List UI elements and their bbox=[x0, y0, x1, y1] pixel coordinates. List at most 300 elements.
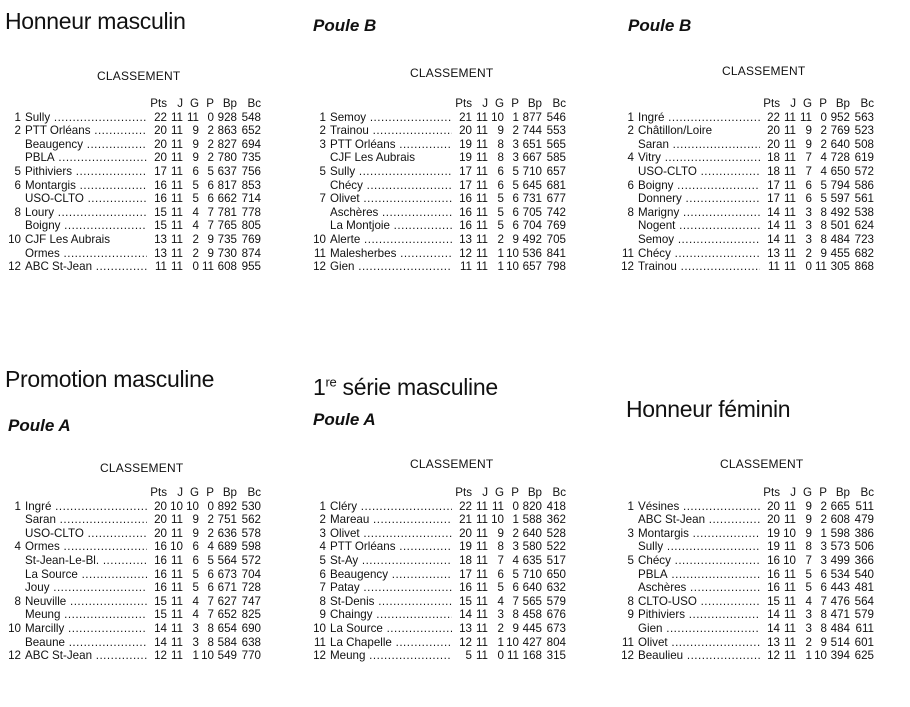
stat-bp: 780 bbox=[217, 151, 237, 165]
column-header: J bbox=[177, 97, 183, 110]
table-row bbox=[5, 608, 261, 622]
stat-pts: 12 bbox=[459, 635, 472, 649]
stat-pts: 16 bbox=[459, 219, 472, 233]
stat-p: 2 bbox=[207, 513, 214, 527]
stat-pts: 16 bbox=[154, 540, 167, 554]
stat-bc: 742 bbox=[546, 205, 566, 219]
stat-g: 3 bbox=[192, 635, 199, 649]
stat-pts: 16 bbox=[459, 205, 472, 219]
stat-p: 5 bbox=[207, 553, 214, 567]
stat-g: 7 bbox=[805, 151, 812, 165]
stat-pts: 15 bbox=[767, 594, 780, 608]
team-name: Chaingy ..... bbox=[330, 608, 452, 622]
rank: 5 bbox=[319, 164, 326, 178]
title-part: série masculine bbox=[336, 374, 498, 400]
stat-bp: 471 bbox=[830, 608, 850, 622]
rank bbox=[618, 622, 638, 636]
table-row bbox=[310, 622, 566, 636]
table-row bbox=[5, 622, 261, 636]
rank: 4 bbox=[14, 540, 21, 554]
stat-bc: 546 bbox=[546, 110, 566, 124]
stat-g: 5 bbox=[497, 581, 504, 595]
stat-pts: 20 bbox=[459, 526, 472, 540]
rank: 1 bbox=[319, 499, 326, 513]
stat-p: 6 bbox=[512, 192, 519, 206]
column-header: P bbox=[206, 486, 214, 499]
stat-j: 11 bbox=[783, 178, 796, 192]
stat-pts: 17 bbox=[459, 164, 472, 178]
rank: 2 bbox=[627, 124, 634, 138]
table-row bbox=[310, 513, 566, 527]
stat-bc: 714 bbox=[241, 192, 261, 206]
stat-j: 11 bbox=[170, 553, 183, 567]
stat-j: 11 bbox=[475, 219, 488, 233]
rank: 10 bbox=[313, 232, 326, 246]
stat-bp: 455 bbox=[830, 246, 850, 260]
stat-bp: 710 bbox=[522, 164, 542, 178]
stat-bp: 781 bbox=[217, 205, 237, 219]
stat-p: 7 bbox=[207, 594, 214, 608]
stat-bc: 747 bbox=[241, 594, 261, 608]
stat-bc: 522 bbox=[546, 540, 566, 554]
stat-g: 3 bbox=[805, 608, 812, 622]
team-name: Beaune ..... bbox=[25, 636, 147, 650]
stat-bp: 665 bbox=[830, 499, 850, 513]
stat-j: 11 bbox=[170, 594, 183, 608]
column-header: Bp bbox=[835, 97, 850, 110]
column-header: Bp bbox=[527, 97, 542, 110]
rank: 10 bbox=[8, 232, 21, 246]
stat-bc: 366 bbox=[854, 553, 874, 567]
stat-p: 7 bbox=[512, 594, 519, 608]
table-row bbox=[618, 260, 874, 274]
stat-g: 2 bbox=[805, 635, 812, 649]
stat-bc: 619 bbox=[854, 151, 874, 165]
stat-bc: 517 bbox=[546, 553, 566, 567]
team-name: Ingré ..... bbox=[25, 500, 147, 514]
stat-bc: 362 bbox=[546, 513, 566, 527]
stat-p: 8 bbox=[512, 608, 519, 622]
column-header: Bp bbox=[835, 486, 850, 499]
stat-p: 10 bbox=[506, 635, 519, 649]
stat-bp: 484 bbox=[830, 232, 850, 246]
stat-p: 6 bbox=[207, 581, 214, 595]
team-name: Meung ..... bbox=[25, 608, 147, 622]
stat-bp: 443 bbox=[830, 581, 850, 595]
stat-p: 3 bbox=[820, 540, 827, 554]
stat-pts: 16 bbox=[459, 581, 472, 595]
stat-bp: 863 bbox=[217, 124, 237, 138]
team-name: Aschères ..... bbox=[638, 581, 760, 595]
stat-j: 11 bbox=[783, 110, 796, 124]
stat-bp: 730 bbox=[217, 246, 237, 260]
table-row bbox=[618, 124, 874, 138]
stat-bp: 671 bbox=[217, 581, 237, 595]
stat-bc: 694 bbox=[241, 137, 261, 151]
team-name: Nogent ..... bbox=[638, 219, 760, 233]
stat-pts: 12 bbox=[767, 649, 780, 663]
stat-bc: 778 bbox=[241, 205, 261, 219]
team-name: Olivet ..... bbox=[330, 192, 452, 206]
table-row bbox=[618, 595, 874, 609]
stat-pts: 18 bbox=[459, 553, 472, 567]
stat-bp: 484 bbox=[830, 621, 850, 635]
table-header bbox=[310, 486, 566, 500]
stat-g: 8 bbox=[497, 540, 504, 554]
stat-pts: 16 bbox=[154, 178, 167, 192]
stat-j: 11 bbox=[170, 526, 183, 540]
rank: 12 bbox=[621, 260, 634, 274]
team-name: St-Jean-Le-Bl. ..... bbox=[25, 554, 147, 568]
stat-g: 4 bbox=[192, 608, 199, 622]
stat-bp: 305 bbox=[830, 260, 850, 274]
rank bbox=[5, 608, 25, 622]
stat-p: 10 bbox=[201, 649, 214, 663]
stat-bc: 681 bbox=[546, 178, 566, 192]
stat-g: 5 bbox=[192, 567, 199, 581]
table-row bbox=[5, 568, 261, 582]
stat-j: 11 bbox=[783, 513, 796, 527]
column-header: G bbox=[494, 97, 504, 110]
rank bbox=[5, 636, 25, 650]
stat-p: 3 bbox=[820, 553, 827, 567]
stat-pts: 22 bbox=[154, 110, 167, 124]
stat-pts: 21 bbox=[459, 513, 472, 527]
stat-bp: 651 bbox=[522, 137, 542, 151]
column-header: Bc bbox=[247, 97, 261, 110]
stat-p: 9 bbox=[512, 232, 519, 246]
rank: 12 bbox=[621, 649, 634, 663]
column-header: J bbox=[790, 486, 796, 499]
stat-bc: 955 bbox=[241, 260, 261, 274]
stat-j: 11 bbox=[170, 567, 183, 581]
rank bbox=[618, 568, 638, 582]
stat-bp: 877 bbox=[522, 110, 542, 124]
stat-p: 5 bbox=[512, 178, 519, 192]
stat-p: 3 bbox=[512, 540, 519, 554]
column-header: Bp bbox=[222, 97, 237, 110]
stat-j: 11 bbox=[475, 553, 488, 567]
stat-bp: 662 bbox=[217, 192, 237, 206]
stat-j: 11 bbox=[783, 621, 796, 635]
stat-g: 9 bbox=[497, 526, 504, 540]
rank bbox=[310, 151, 330, 165]
table-row bbox=[310, 260, 566, 274]
team-name: Sully ..... bbox=[638, 540, 760, 554]
stat-g: 9 bbox=[805, 124, 812, 138]
stat-bc: 682 bbox=[854, 246, 874, 260]
stat-p: 6 bbox=[207, 567, 214, 581]
rank: 8 bbox=[319, 594, 326, 608]
rank bbox=[5, 581, 25, 595]
table-row bbox=[310, 554, 566, 568]
standings-table bbox=[618, 97, 874, 274]
stat-j: 11 bbox=[783, 124, 796, 138]
team-name: Patay ..... bbox=[330, 581, 452, 595]
stat-g: 2 bbox=[192, 246, 199, 260]
stat-g: 5 bbox=[805, 581, 812, 595]
rank: 7 bbox=[319, 581, 326, 595]
stat-bc: 770 bbox=[241, 649, 261, 663]
team-name: Sully ..... bbox=[25, 111, 147, 125]
stat-j: 11 bbox=[170, 164, 183, 178]
stat-bp: 704 bbox=[522, 219, 542, 233]
stat-bc: 769 bbox=[546, 219, 566, 233]
stat-p: 5 bbox=[820, 192, 827, 206]
stat-pts: 22 bbox=[767, 110, 780, 124]
stat-j: 11 bbox=[475, 594, 488, 608]
stat-p: 4 bbox=[207, 540, 214, 554]
column-header: J bbox=[177, 486, 183, 499]
team-name: Ormes ..... bbox=[25, 540, 147, 554]
stat-pts: 21 bbox=[459, 110, 472, 124]
stat-bc: 579 bbox=[854, 608, 874, 622]
stat-bc: 723 bbox=[854, 232, 874, 246]
stat-bp: 573 bbox=[830, 540, 850, 554]
table-row bbox=[310, 219, 566, 233]
team-name: La Montjoie ..... bbox=[330, 219, 452, 233]
section-title-1re-serie-masculine bbox=[313, 374, 498, 401]
stat-p: 5 bbox=[512, 567, 519, 581]
stat-p: 1 bbox=[512, 110, 519, 124]
table-row bbox=[618, 179, 874, 193]
stat-bp: 735 bbox=[217, 232, 237, 246]
stat-g: 5 bbox=[192, 192, 199, 206]
table-header bbox=[5, 486, 261, 500]
section-title-promotion-masculine: Promotion masculine bbox=[5, 366, 215, 392]
rank: 3 bbox=[319, 526, 326, 540]
stat-p: 6 bbox=[820, 581, 827, 595]
table-row bbox=[618, 219, 874, 233]
stat-g: 11 bbox=[799, 110, 812, 124]
rank: 1 bbox=[14, 110, 21, 124]
column-header: J bbox=[790, 97, 796, 110]
rank: 2 bbox=[14, 124, 21, 138]
stat-bc: 841 bbox=[546, 246, 566, 260]
stat-bc: 565 bbox=[546, 137, 566, 151]
stat-pts: 15 bbox=[154, 608, 167, 622]
stat-p: 6 bbox=[512, 205, 519, 219]
table-row bbox=[310, 138, 566, 152]
column-header: G bbox=[189, 97, 199, 110]
stat-bc: 769 bbox=[241, 232, 261, 246]
stat-g: 0 bbox=[805, 260, 812, 274]
section-title-honneur-masculin: Honneur masculin bbox=[5, 8, 186, 34]
stat-g: 3 bbox=[192, 621, 199, 635]
stat-p: 2 bbox=[512, 124, 519, 138]
stat-bc: 677 bbox=[546, 192, 566, 206]
stat-j: 11 bbox=[475, 178, 488, 192]
rank: 9 bbox=[627, 608, 634, 622]
rank bbox=[5, 247, 25, 261]
stat-p: 8 bbox=[820, 608, 827, 622]
stat-bp: 536 bbox=[522, 246, 542, 260]
team-name: Alerte ..... bbox=[330, 233, 452, 247]
stat-bp: 168 bbox=[522, 649, 542, 663]
stat-bc: 598 bbox=[241, 540, 261, 554]
stat-bc: 572 bbox=[854, 164, 874, 178]
stat-bc: 561 bbox=[854, 192, 874, 206]
stat-pts: 13 bbox=[767, 246, 780, 260]
team-name: Chécy ..... bbox=[638, 554, 760, 568]
stat-bp: 705 bbox=[522, 205, 542, 219]
stat-pts: 16 bbox=[767, 567, 780, 581]
rank bbox=[618, 138, 638, 152]
stat-p: 8 bbox=[820, 205, 827, 219]
table-row bbox=[618, 500, 874, 514]
stat-pts: 11 bbox=[767, 260, 780, 274]
stat-j: 10 bbox=[783, 553, 796, 567]
classement-label: CLASSEMENT bbox=[720, 457, 804, 471]
stat-j: 11 bbox=[783, 151, 796, 165]
standings-table bbox=[5, 97, 261, 274]
table-row bbox=[310, 581, 566, 595]
table-row bbox=[618, 233, 874, 247]
stat-bp: 667 bbox=[522, 151, 542, 165]
rank bbox=[310, 179, 330, 193]
stat-bp: 731 bbox=[522, 192, 542, 206]
stat-g: 4 bbox=[805, 594, 812, 608]
team-name: Gien ..... bbox=[638, 622, 760, 636]
stat-j: 11 bbox=[783, 649, 796, 663]
stat-pts: 17 bbox=[767, 178, 780, 192]
team-name: Donnery ..... bbox=[638, 192, 760, 206]
table-row bbox=[618, 540, 874, 554]
stat-j: 11 bbox=[783, 567, 796, 581]
stat-p: 8 bbox=[820, 621, 827, 635]
stat-g: 4 bbox=[497, 594, 504, 608]
stat-j: 11 bbox=[170, 232, 183, 246]
stat-p: 6 bbox=[207, 178, 214, 192]
stat-bc: 540 bbox=[854, 567, 874, 581]
table-row bbox=[310, 151, 566, 165]
stat-bp: 640 bbox=[522, 526, 542, 540]
stat-bc: 528 bbox=[546, 526, 566, 540]
stat-p: 7 bbox=[820, 594, 827, 608]
stat-pts: 14 bbox=[767, 205, 780, 219]
stat-bp: 794 bbox=[830, 178, 850, 192]
stat-p: 8 bbox=[820, 219, 827, 233]
stat-j: 11 bbox=[475, 608, 488, 622]
stat-bp: 499 bbox=[830, 553, 850, 567]
stat-j: 11 bbox=[783, 635, 796, 649]
stat-g: 0 bbox=[192, 260, 199, 274]
team-name: PBLA ..... bbox=[25, 151, 147, 165]
stat-bp: 952 bbox=[830, 110, 850, 124]
stat-bc: 481 bbox=[854, 581, 874, 595]
column-header: Pts bbox=[455, 486, 472, 499]
stat-bc: 825 bbox=[241, 608, 261, 622]
table-row bbox=[310, 192, 566, 206]
stat-p: 2 bbox=[512, 526, 519, 540]
classement-label: CLASSEMENT bbox=[722, 64, 806, 78]
stat-bp: 476 bbox=[830, 594, 850, 608]
stat-bp: 689 bbox=[217, 540, 237, 554]
stat-j: 11 bbox=[475, 192, 488, 206]
rank: 11 bbox=[313, 635, 326, 649]
table-row bbox=[310, 649, 566, 663]
stat-bc: 553 bbox=[546, 124, 566, 138]
rank: 8 bbox=[627, 205, 634, 219]
stat-bc: 578 bbox=[241, 526, 261, 540]
stat-p: 2 bbox=[207, 124, 214, 138]
table-row bbox=[5, 554, 261, 568]
stat-g: 1 bbox=[497, 260, 504, 274]
stat-p: 2 bbox=[820, 499, 827, 513]
stat-p: 1 bbox=[512, 513, 519, 527]
table-row bbox=[5, 165, 261, 179]
rank: 12 bbox=[8, 260, 21, 274]
table-row bbox=[310, 179, 566, 193]
stat-p: 3 bbox=[512, 151, 519, 165]
stat-pts: 20 bbox=[154, 137, 167, 151]
stat-bp: 492 bbox=[830, 205, 850, 219]
team-name: Olivet ..... bbox=[330, 527, 452, 541]
stat-j: 11 bbox=[170, 649, 183, 663]
stat-j: 11 bbox=[783, 540, 796, 554]
column-header: P bbox=[511, 97, 519, 110]
rank bbox=[5, 219, 25, 233]
stat-pts: 14 bbox=[154, 621, 167, 635]
stat-j: 11 bbox=[475, 649, 488, 663]
stat-j: 11 bbox=[783, 232, 796, 246]
team-name: La Source ..... bbox=[25, 568, 147, 582]
team-name: Chécy ..... bbox=[638, 247, 760, 261]
team-name: St-Ay ..... bbox=[330, 554, 452, 568]
column-header: Bp bbox=[222, 486, 237, 499]
stat-g: 10 bbox=[186, 499, 199, 513]
stat-g: 9 bbox=[192, 151, 199, 165]
rank bbox=[618, 219, 638, 233]
stat-g: 2 bbox=[497, 621, 504, 635]
stat-bp: 597 bbox=[830, 192, 850, 206]
stat-bp: 650 bbox=[830, 164, 850, 178]
table-row bbox=[618, 165, 874, 179]
table-row bbox=[5, 233, 261, 247]
stat-bp: 608 bbox=[217, 260, 237, 274]
stat-bc: 676 bbox=[546, 608, 566, 622]
rank: 6 bbox=[319, 567, 326, 581]
column-header: Bc bbox=[552, 486, 566, 499]
stat-bc: 548 bbox=[241, 110, 261, 124]
stat-g: 6 bbox=[805, 178, 812, 192]
stat-p: 6 bbox=[207, 192, 214, 206]
title-sup: re bbox=[325, 374, 337, 390]
stat-j: 11 bbox=[170, 513, 183, 527]
poule-title: Poule B bbox=[313, 16, 377, 35]
team-name: La Chapelle ..... bbox=[330, 636, 452, 650]
table-row bbox=[618, 568, 874, 582]
stat-g: 1 bbox=[497, 246, 504, 260]
stat-g: 9 bbox=[192, 137, 199, 151]
table-row bbox=[5, 636, 261, 650]
team-name: PTT Orléans ..... bbox=[330, 540, 452, 554]
stat-pts: 20 bbox=[767, 499, 780, 513]
stat-p: 6 bbox=[512, 219, 519, 233]
stat-bp: 817 bbox=[217, 178, 237, 192]
column-header: Bc bbox=[247, 486, 261, 499]
stat-bc: 579 bbox=[546, 594, 566, 608]
table-row bbox=[310, 233, 566, 247]
column-header: G bbox=[802, 486, 812, 499]
table-row bbox=[310, 124, 566, 138]
team-name: Chécy ..... bbox=[330, 179, 452, 193]
column-header: Pts bbox=[763, 97, 780, 110]
rank: 1 bbox=[319, 110, 326, 124]
table-row bbox=[618, 636, 874, 650]
stat-pts: 15 bbox=[154, 594, 167, 608]
stat-pts: 18 bbox=[767, 164, 780, 178]
